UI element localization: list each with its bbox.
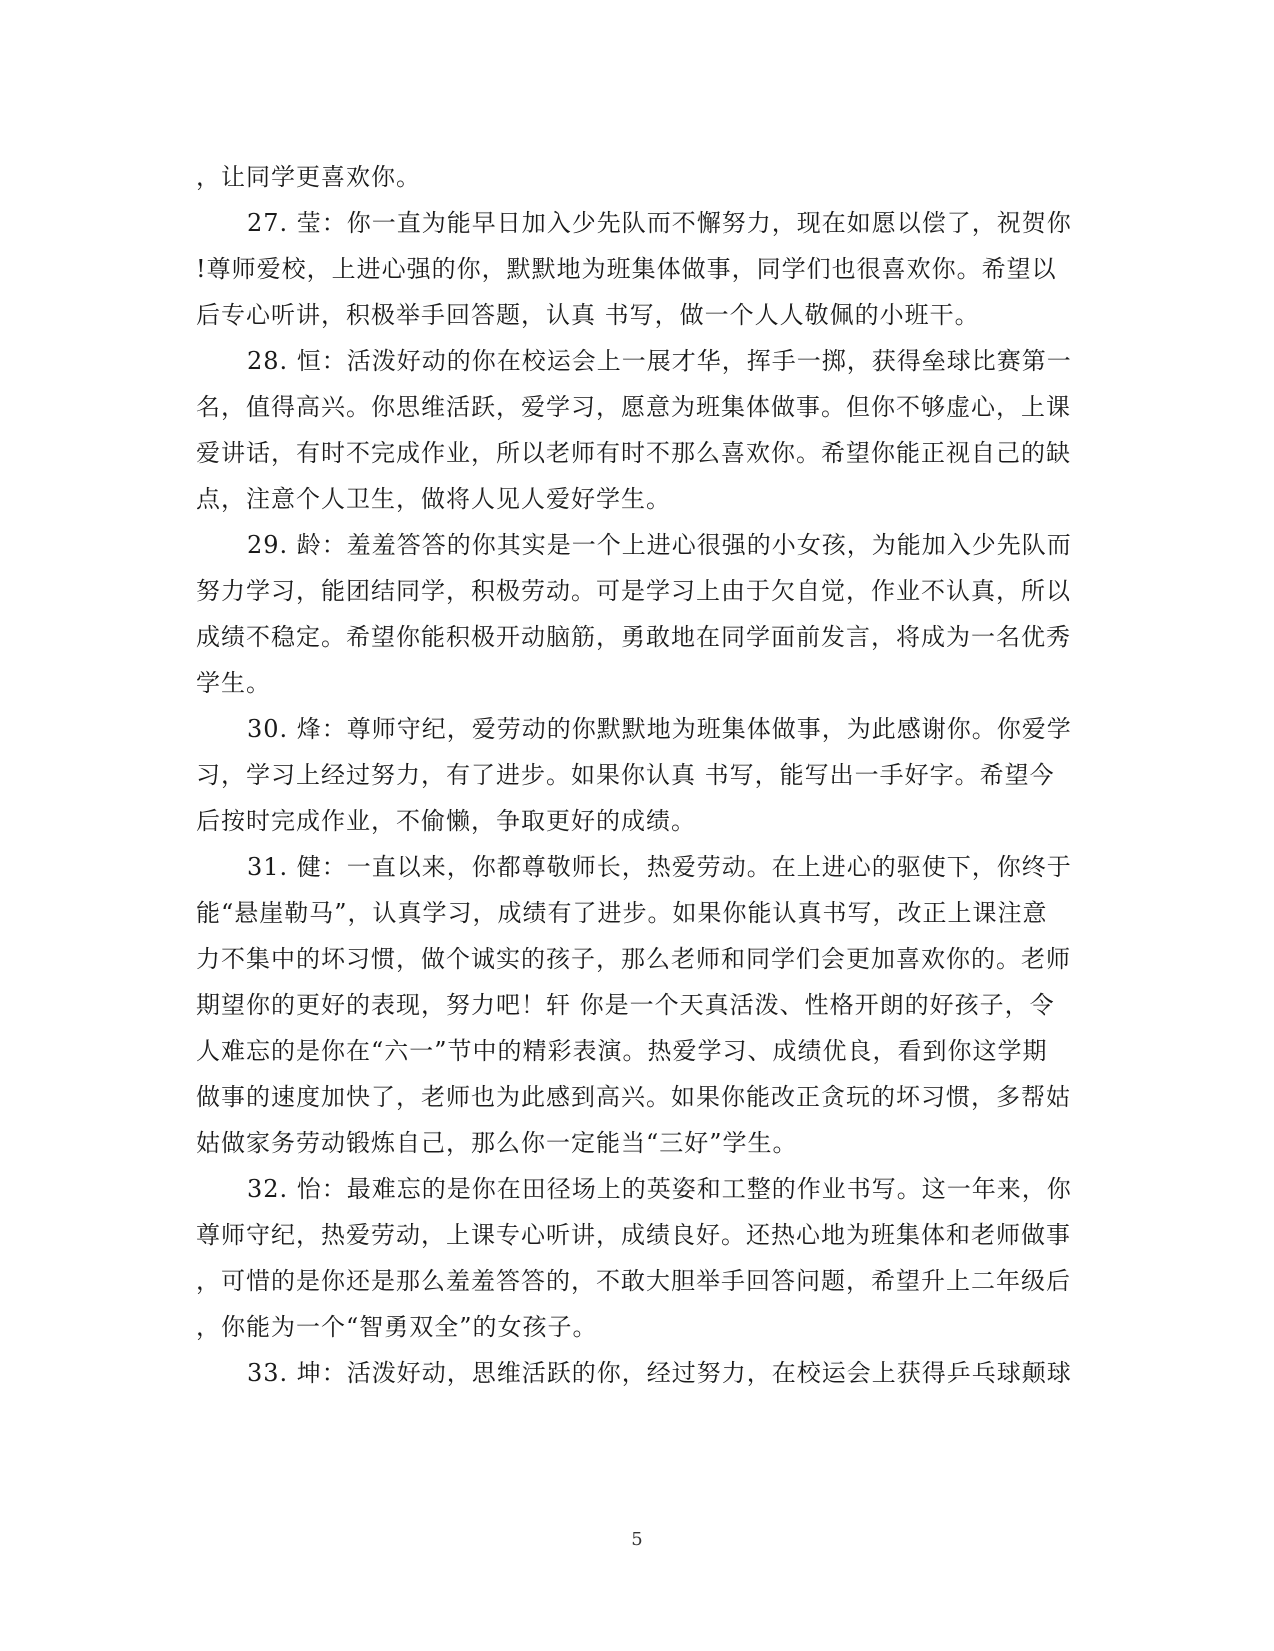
text-line: !尊师爱校，上进心强的你，默默地为班集体做事，同学们也很喜欢你。希望以	[196, 255, 1057, 283]
text-line: 学生。	[196, 669, 271, 697]
text-line: 成绩不稳定。希望你能积极开动脑筋，勇敢地在同学面前发言，将成为一名优秀	[196, 623, 1071, 651]
text-line: ，让同学更喜欢你。	[196, 163, 421, 191]
text-line: ，你能为一个“智勇双全”的女孩子。	[196, 1313, 598, 1341]
text-line: 姑做家务劳动锻炼自己，那么你一定能当“三好”学生。	[196, 1129, 798, 1157]
text-line: 爱讲话，有时不完成作业，所以老师有时不那么喜欢你。希望你能正视自己的缺	[196, 439, 1071, 467]
text-line: 28. 恒：活泼好动的你在校运会上一展才华，挥手一掷，获得垒球比赛第一	[247, 347, 1072, 375]
text-line: 名，值得高兴。你思维活跃，爱学习，愿意为班集体做事。但你不够虚心，上课	[196, 393, 1071, 421]
text-line: 后专心听讲，积极举手回答题，认真 书写，做一个人人敬佩的小班干。	[196, 301, 980, 329]
text-line: 人难忘的是你在“六一”节中的精彩表演。热爱学习、成绩优良，看到你这学期	[196, 1037, 1048, 1065]
text-line: 27. 莹：你一直为能早日加入少先队而不懈努力，现在如愿以偿了，祝贺你	[247, 209, 1072, 237]
text-line: 能“悬崖勒马”，认真学习，成绩有了进步。如果你能认真书写，改正上课注意	[196, 899, 1048, 927]
text-line: 29. 龄：羞羞答答的你其实是一个上进心很强的小女孩，为能加入少先队而	[247, 531, 1072, 559]
text-line: 32. 怡：最难忘的是你在田径场上的英姿和工整的作业书写。这一年来，你	[247, 1175, 1072, 1203]
text-line: 做事的速度加快了，老师也为此感到高兴。如果你能改正贪玩的坏习惯，多帮姑	[196, 1083, 1071, 1111]
text-line: 努力学习，能团结同学，积极劳动。可是学习上由于欠自觉，作业不认真，所以	[196, 577, 1071, 605]
text-line: 习，学习上经过努力，有了进步。如果你认真 书写，能写出一手好字。希望今	[196, 761, 1055, 789]
text-line: 力不集中的坏习惯，做个诚实的孩子，那么老师和同学们会更加喜欢你的。老师	[196, 945, 1071, 973]
text-line: ，可惜的是你还是那么羞羞答答的，不敢大胆举手回答问题，希望升上二年级后	[196, 1267, 1071, 1295]
text-line: 期望你的更好的表现，努力吧！轩 你是一个天真活泼、性格开朗的好孩子，令	[196, 991, 1055, 1019]
text-line: 31. 健：一直以来，你都尊敬师长，热爱劳动。在上进心的驱使下，你终于	[247, 853, 1072, 881]
text-line: 点，注意个人卫生，做将人见人爱好学生。	[196, 485, 671, 513]
text-line: 30. 烽：尊师守纪，爱劳动的你默默地为班集体做事，为此感谢你。你爱学	[247, 715, 1072, 743]
page-number: 5	[631, 1529, 643, 1550]
text-line: 33. 坤：活泼好动，思维活跃的你，经过努力，在校运会上获得乒乓球颠球	[247, 1359, 1072, 1387]
text-line: 后按时完成作业，不偷懒，争取更好的成绩。	[196, 807, 696, 835]
text-line: 尊师守纪，热爱劳动，上课专心听讲，成绩良好。还热心地为班集体和老师做事	[196, 1221, 1071, 1249]
